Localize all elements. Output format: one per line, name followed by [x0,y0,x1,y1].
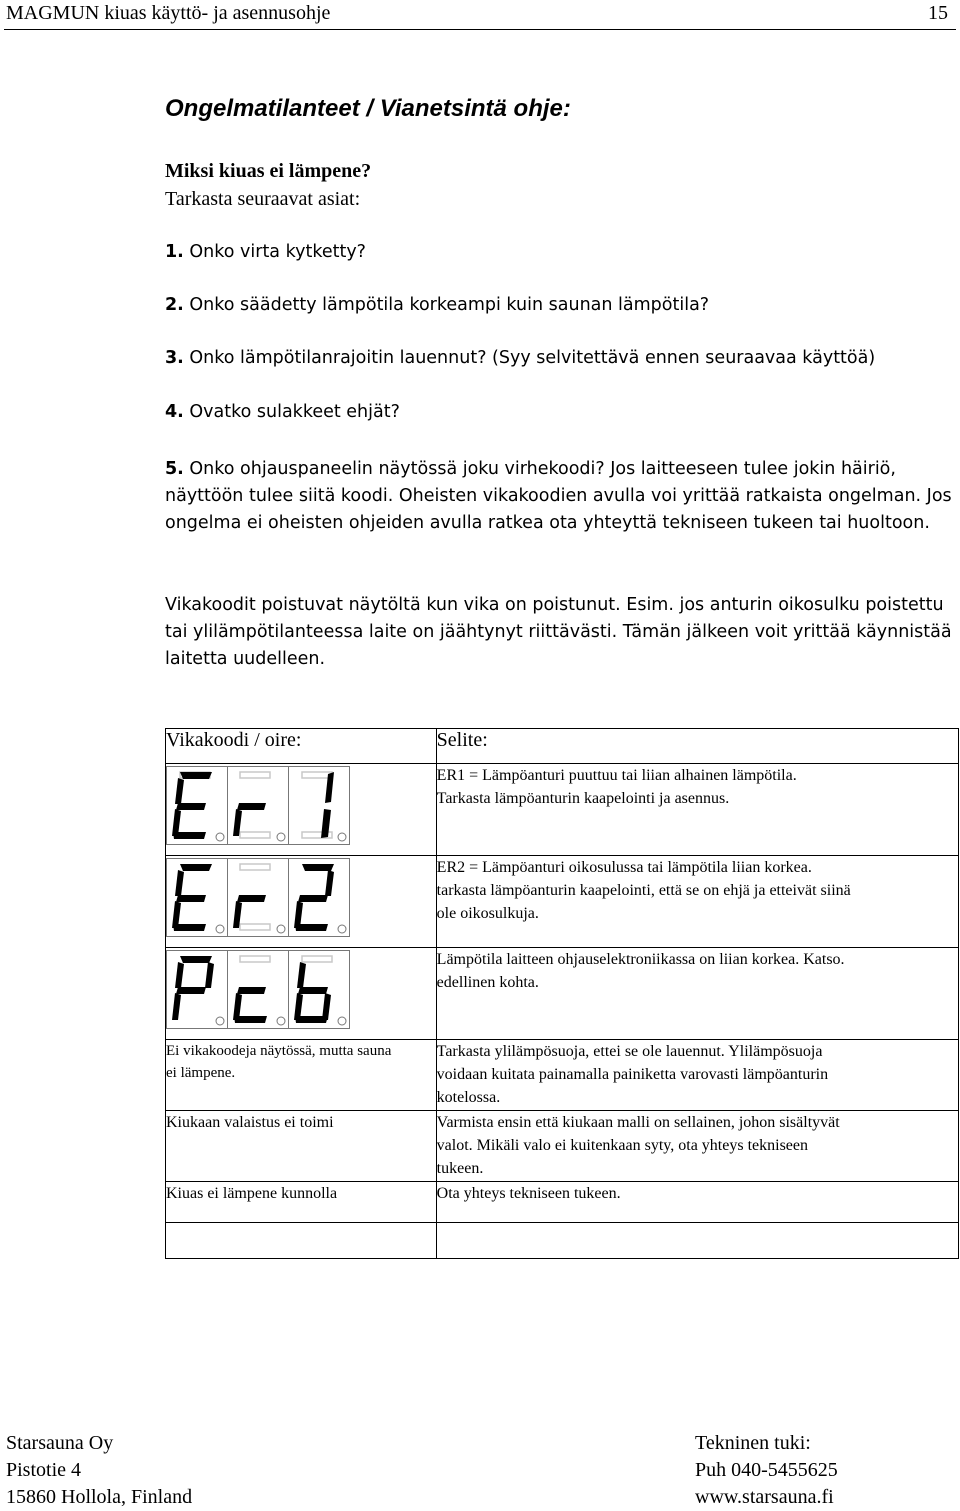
document-title: MAGMUN kiuas käyttö- ja asennusohje [6,2,331,24]
header-divider [4,29,956,30]
error-code-table [165,728,959,1259]
table-row [166,764,959,856]
checklist-item-1: 1. Onko virta kytketty? [165,242,366,262]
table-row [166,856,959,948]
segment-display [166,764,437,856]
symptom-cell: Kiukaan valaistus ei toimi [166,1111,437,1182]
checklist-item-4: 4. Ovatko sulakkeet ehjät? [165,402,400,422]
error-description-er1 [436,764,958,856]
page-number: 15 [928,2,948,24]
error-description-pcb [436,948,958,1040]
description-line: tarkasta lämpöanturin kaapelointi, että se on ehjä ja etteivät siinä [436,882,851,899]
table-row [166,948,959,1040]
segment-display [166,856,437,948]
question-heading: Miksi kiuas ei lämpene? [165,160,372,182]
column-header-code: Vikakoodi / oire: [166,729,437,764]
section-title: Ongelmatilanteet / Vianetsintä ohje: [165,95,571,122]
error-code-er1-display [166,766,356,848]
description-line: ole oikosulkuja. [436,905,539,922]
table-row-empty [166,1223,959,1259]
table-row [166,1111,959,1182]
description-line: edellinen kohta. [436,974,539,991]
description-line: Tarkasta lämpöanturin kaapelointi ja asennus. [436,790,730,807]
remedy-cell: Ota yhteys tekniseen tukeen. [436,1182,958,1223]
symptom-cell: Ei vikakoodeja näytössä, mutta sauna ei lämpene. [166,1040,437,1111]
checklist-item-3: 3. Onko lämpötilanrajoitin lauennut? (Syy selvitettävä ennen seuraavaa käyttöä) [165,348,876,368]
table-header-row [166,729,959,764]
description-line: Lämpötila laitteen ohjauselektroniikassa on liian korkea. Katso. [436,951,845,968]
check-intro: Tarkasta seuraavat asiat: [165,188,361,210]
symptom-cell: Kiuas ei lämpene kunnolla [166,1182,437,1223]
checklist-item-2: 2. Onko säädetty lämpötila korkeampi kuin saunan lämpötila? [165,295,710,315]
footer-support-contact: Tekninen tuki: Puh 040-5455625 www.starsauna.fi [695,1432,838,1508]
error-code-er2-display [166,858,356,940]
column-header-description: Selite: [436,729,958,764]
footer-company-address: Starsauna Oy Pistotie 4 15860 Hollola, Finland [6,1432,193,1508]
table-row [166,1182,959,1223]
remedy-cell: Tarkasta ylilämpösuoja, ettei se ole lauennut. Ylilämpösuoja voidaan kuitata painamalla painiketta varovasti lämpöanturin kotelossa. [436,1040,958,1111]
segment-display [166,948,437,1040]
error-clear-note: Vikakoodit poistuvat näytöltä kun vika on poistunut. Esim. jos anturin oikosulku poistettu tai ylilämpötilanteessa laite on jäähtynyt riittävästi. Tämän jälkeen voit yrittää käynnistää laitetta uudelleen. [165,595,952,669]
description-line: ER1 = Lämpöanturi puuttuu tai liian alhainen lämpötila. [436,767,797,784]
description-line: ER2 = Lämpöanturi oikosulussa tai lämpötila liian korkea. [436,859,812,876]
error-description-er2 [436,856,958,948]
checklist-item-5: 5. Onko ohjauspaneelin näytössä joku virhekoodi? Jos laitteeseen tulee jokin häiriö, näyttöön tulee siitä koodi. Oheisten vikakoodien avulla voi yrittää ratkaista ongelman. Jos ongelma ei oheisten ohjeiden avulla ratkea ota yhteyttä tekniseen tukeen tai huoltoon. [165,459,952,533]
remedy-cell: Varmista ensin että kiukaan malli on sellainen, johon sisältyvät valot. Mikäli valo ei kuitenkaan syty, ota yhteys tekniseen tukeen. [436,1111,958,1182]
error-code-pcb-display [166,950,356,1032]
table-row [166,1040,959,1111]
